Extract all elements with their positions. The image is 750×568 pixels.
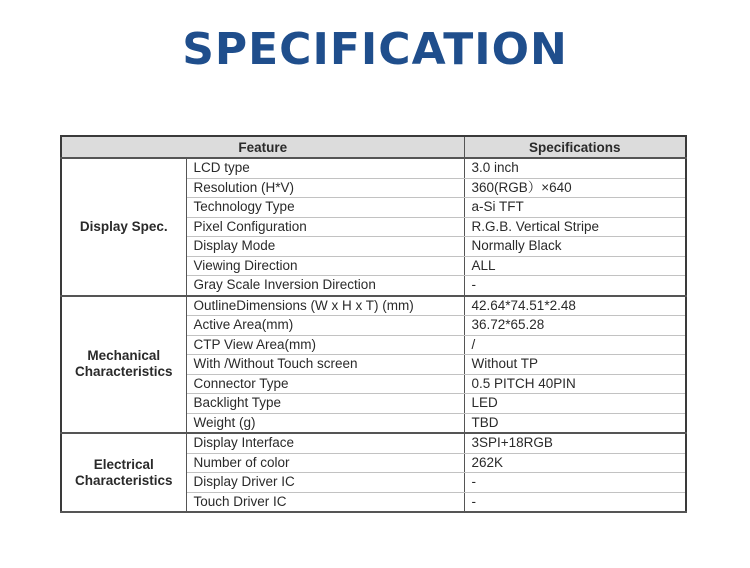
table-row xyxy=(61,296,686,316)
feature-cell: Touch Driver IC xyxy=(186,492,464,512)
feature-cell: Number of color xyxy=(186,453,464,473)
feature-cell: Backlight Type xyxy=(186,394,464,414)
feature-cell: Display Driver IC xyxy=(186,473,464,493)
feature-cell: OutlineDimensions (W x H x T) (mm) xyxy=(186,296,464,316)
spec-value-cell: R.G.B. Vertical Stripe xyxy=(464,217,686,237)
section-label: Electrical Characteristics xyxy=(61,433,186,512)
spec-value-cell: 42.64*74.51*2.48 xyxy=(464,296,686,316)
spec-value-cell: 3.0 inch xyxy=(464,158,686,178)
spec-value-cell: LED xyxy=(464,394,686,414)
spec-value-cell: / xyxy=(464,335,686,355)
spec-value-cell: 36.72*65.28 xyxy=(464,316,686,336)
spec-value-cell: 3SPI+18RGB xyxy=(464,433,686,453)
spec-value-cell: 0.5 PITCH 40PIN xyxy=(464,374,686,394)
feature-cell: Connector Type xyxy=(186,374,464,394)
spec-value-cell: - xyxy=(464,276,686,296)
feature-cell: Pixel Configuration xyxy=(186,217,464,237)
table-row xyxy=(61,433,686,453)
page-title: SPECIFICATION xyxy=(182,24,568,75)
feature-cell: Viewing Direction xyxy=(186,256,464,276)
feature-cell: Display Interface xyxy=(186,433,464,453)
spec-value-cell: Without TP xyxy=(464,355,686,375)
feature-cell: CTP View Area(mm) xyxy=(186,335,464,355)
specification-table xyxy=(60,135,687,513)
table-header-row xyxy=(61,136,686,158)
section-label: Mechanical Characteristics xyxy=(61,296,186,434)
table-row xyxy=(61,158,686,178)
feature-cell: Active Area(mm) xyxy=(186,316,464,336)
feature-cell: LCD type xyxy=(186,158,464,178)
spec-value-cell: TBD xyxy=(464,413,686,433)
feature-cell: Technology Type xyxy=(186,198,464,218)
feature-cell: Weight (g) xyxy=(186,413,464,433)
spec-value-cell: 360(RGB）×640 xyxy=(464,178,686,198)
feature-cell: Resolution (H*V) xyxy=(186,178,464,198)
spec-value-cell: - xyxy=(464,492,686,512)
spec-value-cell: a-Si TFT xyxy=(464,198,686,218)
specifications-header: Specifications xyxy=(464,136,686,158)
spec-value-cell: - xyxy=(464,473,686,493)
table-body xyxy=(61,158,686,512)
spec-value-cell: 262K xyxy=(464,453,686,473)
spec-value-cell: Normally Black xyxy=(464,237,686,257)
feature-header: Feature xyxy=(61,136,464,158)
spec-value-cell: ALL xyxy=(464,256,686,276)
section-label: Display Spec. xyxy=(61,158,186,296)
feature-cell: Display Mode xyxy=(186,237,464,257)
feature-cell: With /Without Touch screen xyxy=(186,355,464,375)
feature-cell: Gray Scale Inversion Direction xyxy=(186,276,464,296)
